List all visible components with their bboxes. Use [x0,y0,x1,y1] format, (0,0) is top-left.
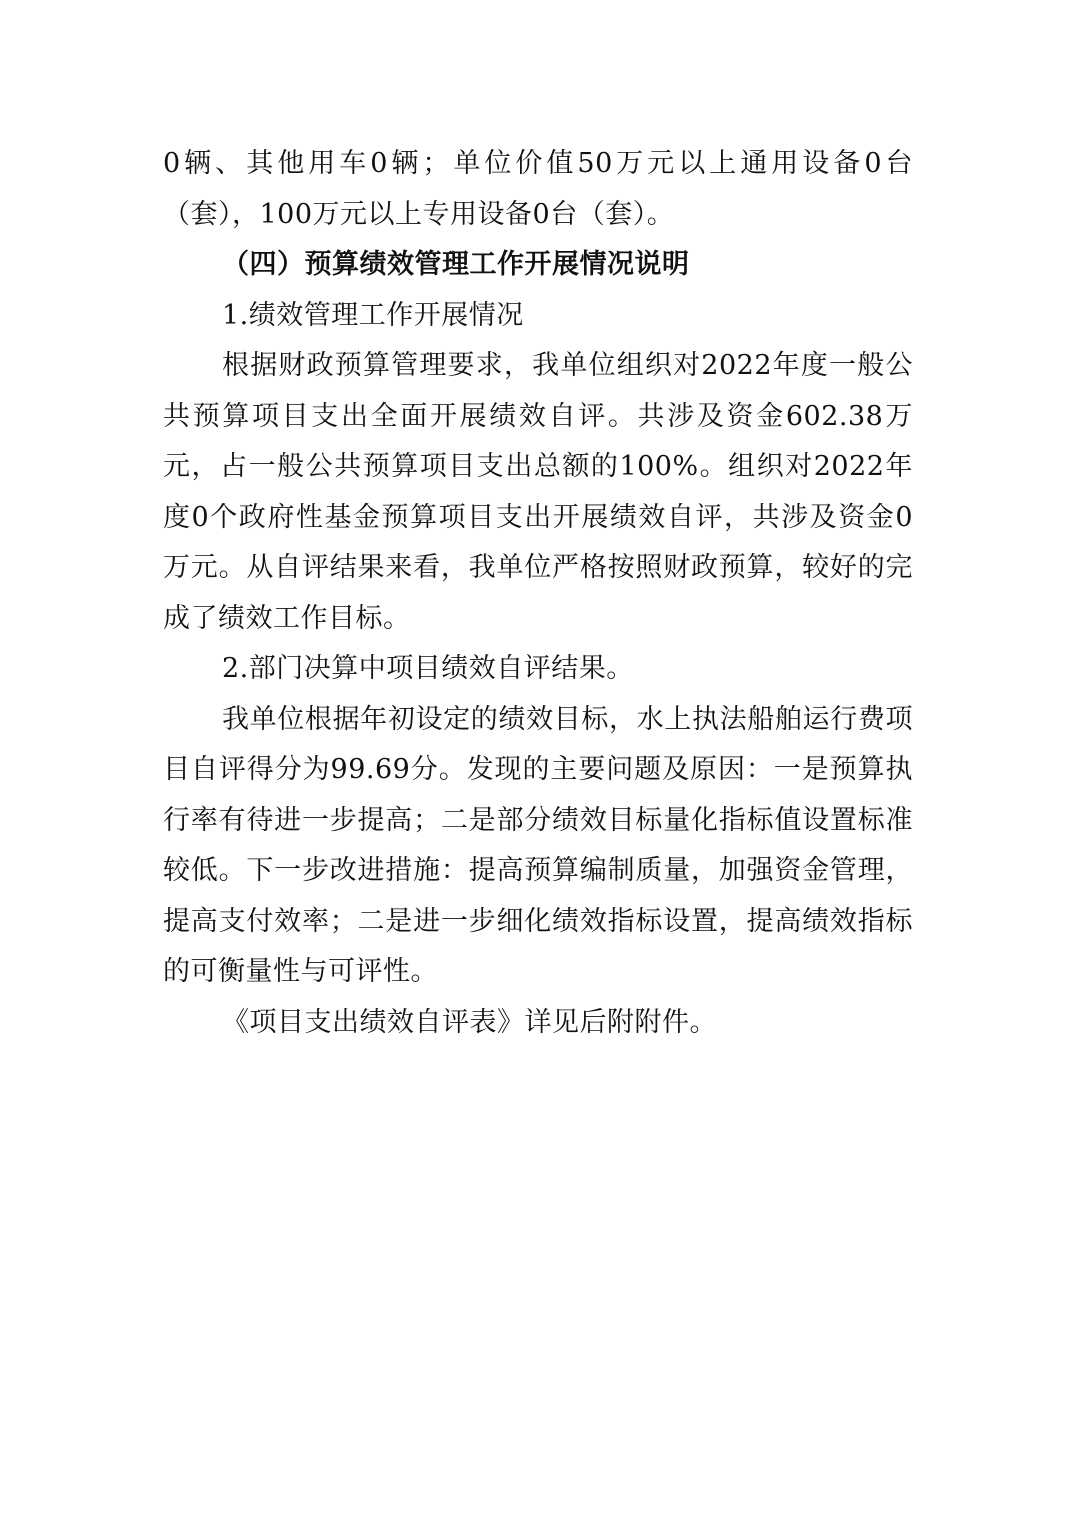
document-body [163,139,913,1048]
subsection-2-body: 我单位根据年初设定的绩效目标，水上执法船舶运行费项目自评得分为99.69分。发现的主要问题及原因：一是预算执行率有待进一步提高；二是部分绩效目标量化指标值设置标准较低。下一步改进措施：提高预算编制质量，加强资金管理，提高支付效率；二是进一步细化绩效指标设置，提高绩效指标的可衡量性与可评性。 [163,703,913,987]
continued-paragraph: 0辆、其他用车0辆；单位价值50万元以上通用设备0台（套），100万元以上专用设备0台（套）。 [163,148,913,230]
subsection-1-body: 根据财政预算管理要求，我单位组织对2022年度一般公共预算项目支出全面开展绩效自评。共涉及资金602.38万元，占一般公共预算项目支出总额的100%。组织对2022年度0个政府性基金预算项目支出开展绩效自评，共涉及资金0万元。从自评结果来看，我单位严格按照财政预算，较好的完成了绩效工作目标。 [163,350,913,634]
subsection-1-title: 1.绩效管理工作开展情况 [222,299,524,331]
section-heading: （四）预算绩效管理工作开展情况说明 [222,249,690,280]
attachment-note: 《项目支出绩效自评表》详见后附附件。 [222,1006,717,1038]
subsection-2-title: 2.部门决算中项目绩效自评结果。 [222,653,634,684]
